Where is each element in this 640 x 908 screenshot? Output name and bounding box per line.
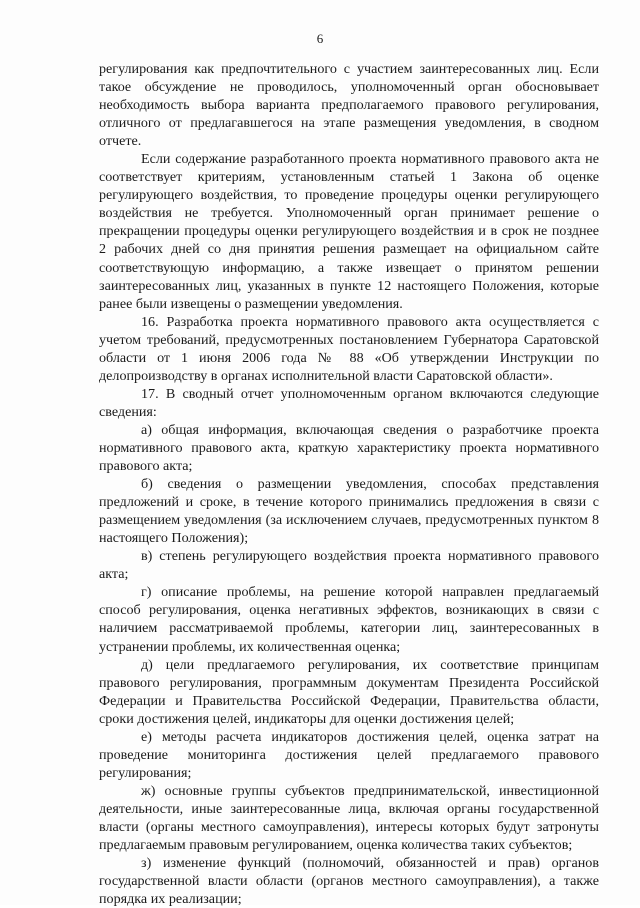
list-item-a: а) общая информация, включающая сведения о разработчике проекта нормативного правового акта, краткую характеристику проекта нормативного правового акта; bbox=[99, 421, 599, 475]
list-item-d: д) цели предлагаемого регулирования, их соответствие принципам правового регулирования, программным документам Президента Российской Федерации и Правительства Российской Федерации, Правительства области, сроки достижения целей, индикаторы для оценки достижения целей; bbox=[99, 656, 599, 727]
page-number: 6 bbox=[316, 31, 324, 46]
paragraph-16: 16. Разработка проекта нормативного правового акта осуществляется с учетом требований, предусмотренных постановлением Губернатора Саратовской области от 1 июня 2006 года № 88 «Об утверждении Инструкции по делопроизводству в органах исполнительной власти Саратовской области». bbox=[99, 313, 599, 384]
list-item-b: б) сведения о размещении уведомления, способах представления предложений и сроке, в течение которого принимались предложения в связи с размещением уведомления (за исключением случаев, предусмотренных пунктом 8 настоящего Положения); bbox=[99, 476, 599, 547]
paragraph-continuation: регулирования как предпочтительного с участием заинтересованных лиц. Если такое обсуждение не проводилось, уполномоченный орган обосновывает необходимость выбора варианта предполагаемого правового регулирования, отличного от предлагавшегося на этапе размещения уведомления, в сводном отчете. bbox=[99, 61, 599, 150]
list-item-z: з) изменение функций (полномочий, обязанностей и прав) органов государственной власти области (органов местного самоуправления), а также порядка их реализации; bbox=[99, 855, 599, 908]
list-item-zh: ж) основные группы субъектов предпринимательской, инвестиционной деятельности, иные заинтересованные лица, включая органы государственной власти (органы местного самоуправления), интересы которых будут затронуты предлагаемым правовым регулированием, оценка количества таких субъектов; bbox=[99, 782, 599, 854]
list-item-e: е) методы расчета индикаторов достижения целей, оценка затрат на проведение мониторинга достижения целей предлагаемого правового регулирования; bbox=[99, 728, 599, 781]
paragraph-criteria: Если содержание разработанного проекта нормативного правового акта не соответствует критериям, установленным статьей 1 Закона об оценке регулирующего воздействия, то проведение процедуры оценки регулирующего воздействия не требуется. Уполномоченный орган принимает решение о прекращении процедуры оценки регулирующего воздействия и в срок не позднее 2 рабочих дней со дня принятия решения размещает на официальном сайте соответствующую информацию, а также извещает о принятом решении заинтересованных лиц, указанных в пункте 12 настоящего Положения, которые ранее были извещены о размещении уведомления. bbox=[99, 151, 599, 312]
list-item-v: в) степень регулирующего воздействия проекта нормативного правового акта; bbox=[99, 548, 599, 583]
paragraph-17: 17. В сводный отчет уполномоченным органом включаются следующие сведения: bbox=[99, 385, 599, 420]
list-item-g: г) описание проблемы, на решение которой направлен предлагаемый способ регулирования, оценка негативных эффектов, возникающих в связи с наличием рассматриваемой проблемы, категории лиц, заинтересованных в устранении проблемы, их количественная оценка; bbox=[99, 584, 599, 655]
document-body bbox=[99, 60, 599, 908]
